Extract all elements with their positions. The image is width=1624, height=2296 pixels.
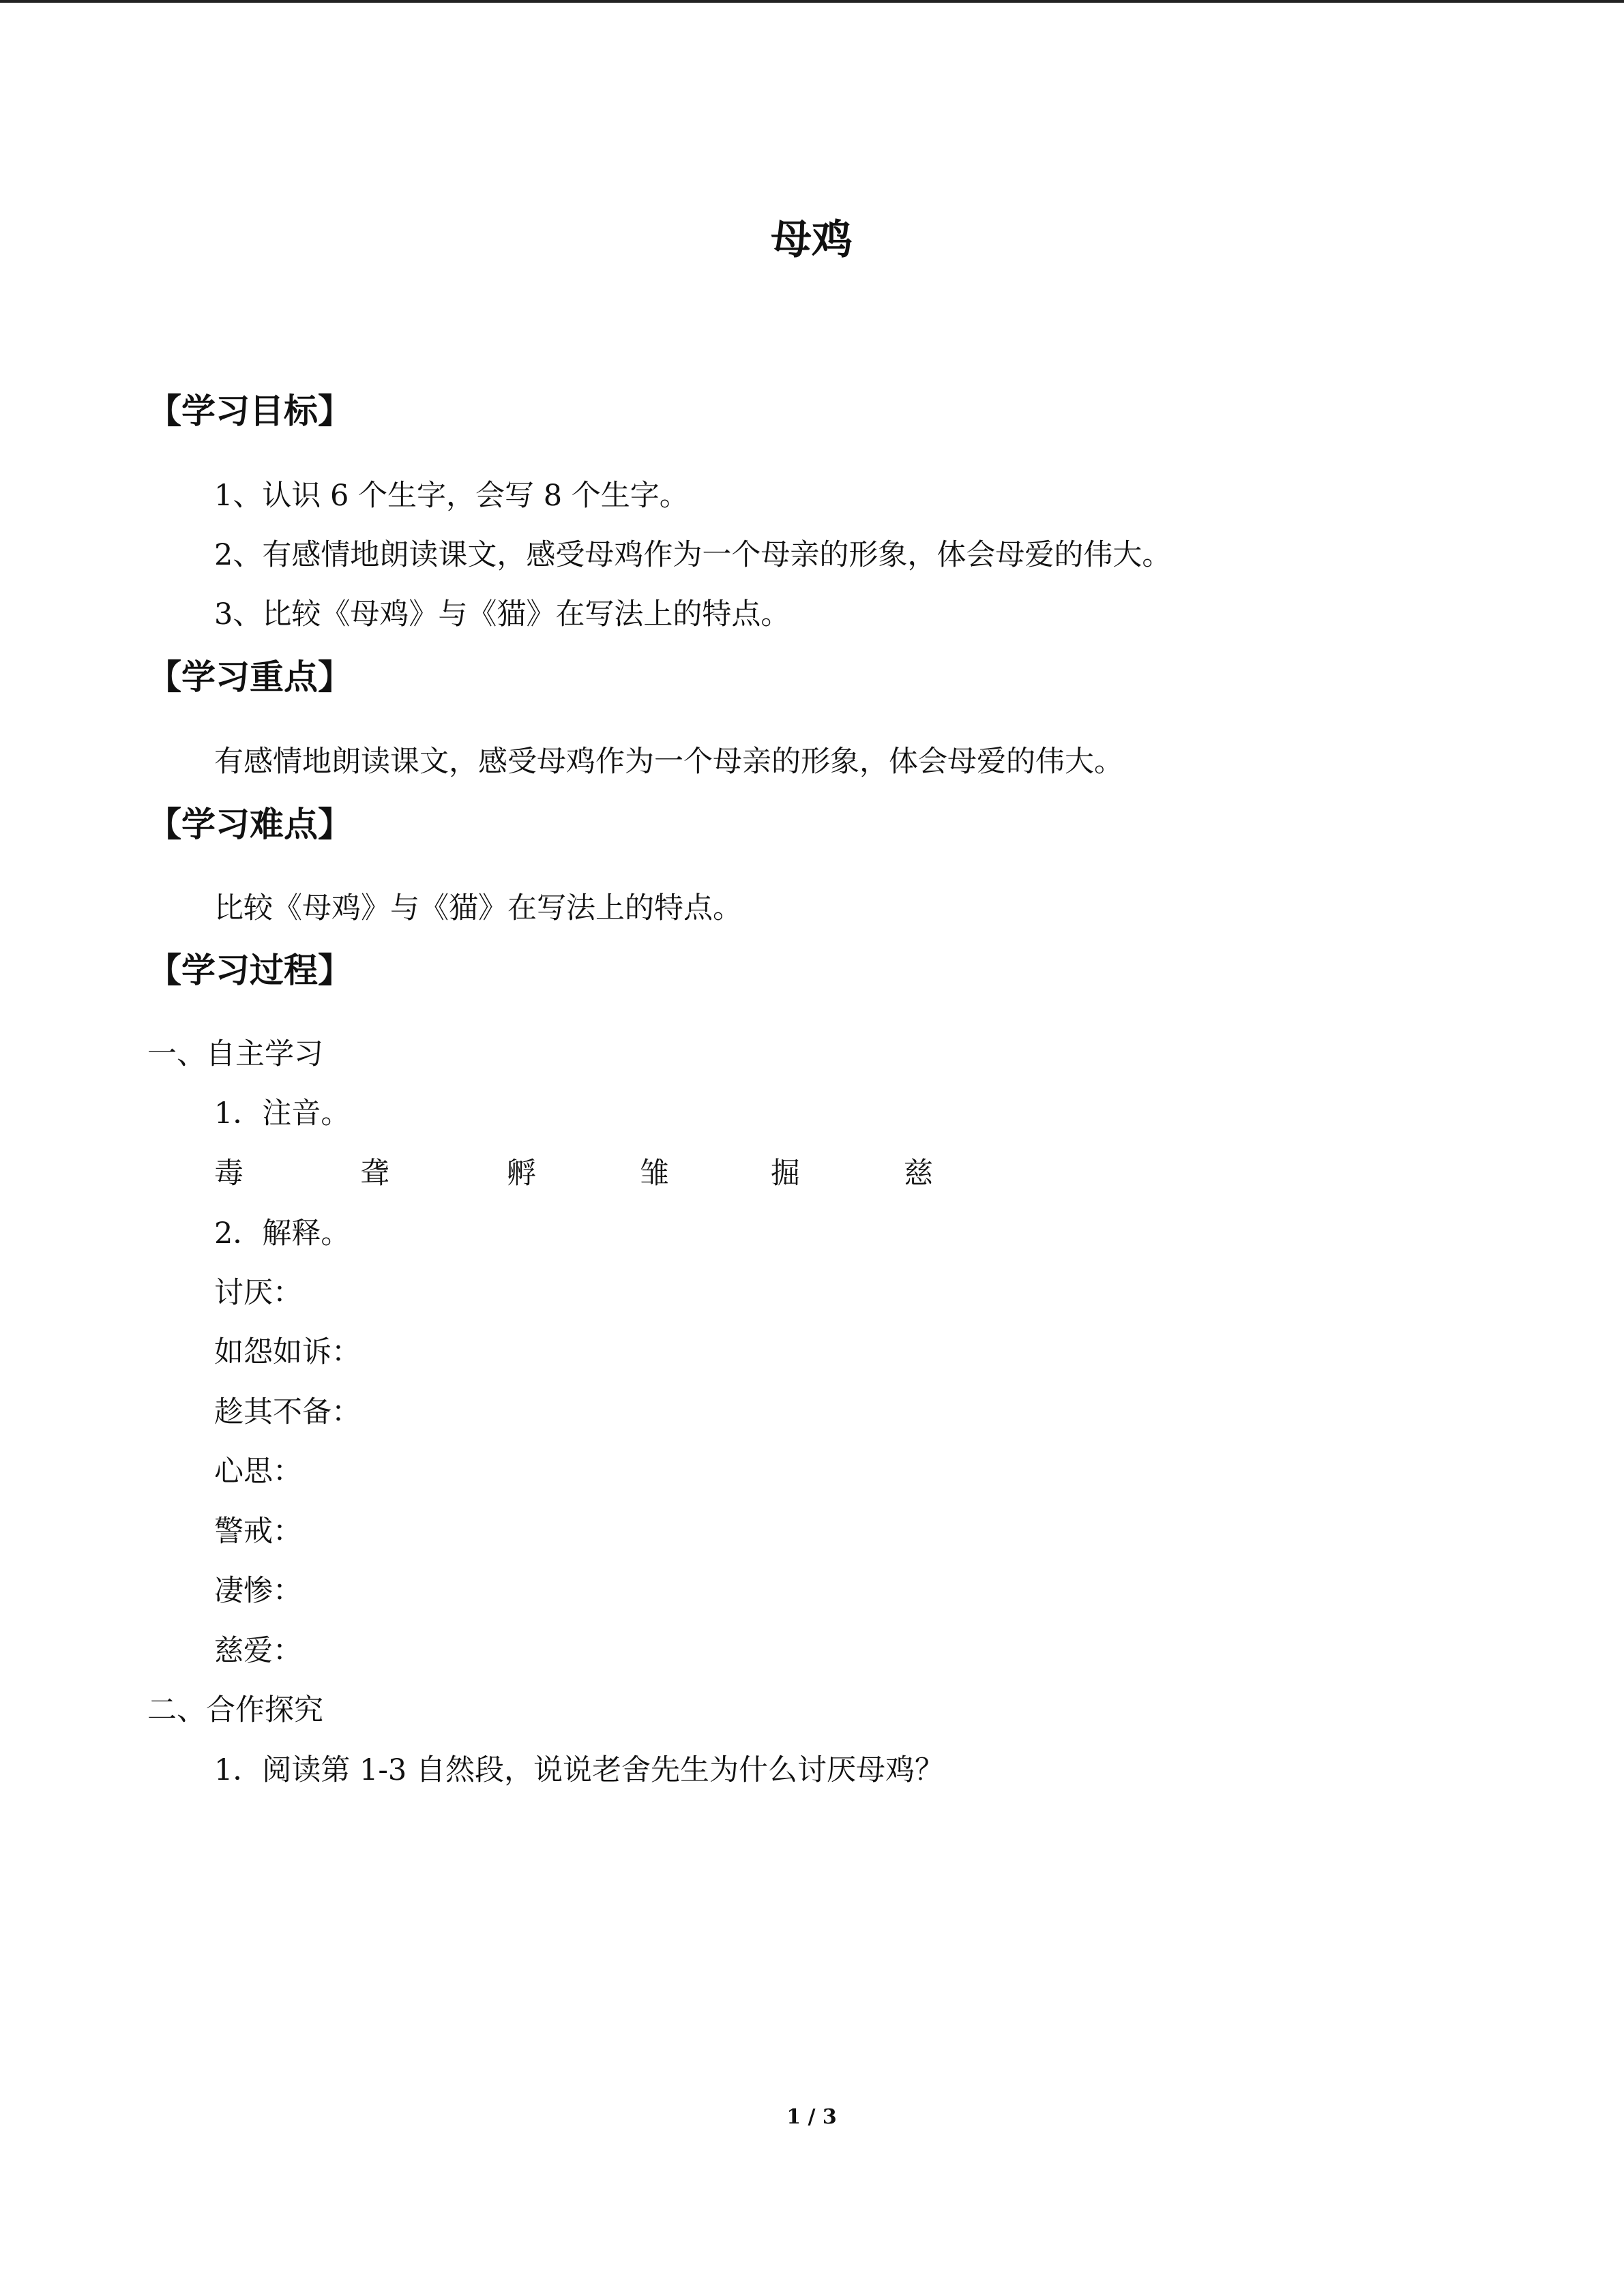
term-item: 凄惨： [214,1574,302,1608]
pinyin-char: 慈 [904,1157,933,1191]
pinyin-char-row [214,1159,964,1193]
term-item: 心思： [214,1455,302,1489]
difficulties-text: 比较《母鸡》与《猫》在写法上的特点。 [214,891,742,925]
page-number: 1 / 3 [786,2105,837,2129]
pinyin-char: 掘 [771,1157,800,1191]
process-heading: 【学习过程】 [147,951,352,990]
section1-title: 一、自主学习 [147,1037,323,1071]
goal-item-3: 3、比较《母鸡》与《猫》在写法上的特点。 [214,597,791,631]
term-item: 如怨如诉： [214,1335,361,1369]
pinyin-char: 毒 [214,1157,243,1191]
term-item: 警戒： [214,1515,302,1549]
term-item: 慈爱： [214,1634,302,1668]
key-points-heading: 【学习重点】 [147,657,352,697]
term-item: 讨厌： [214,1276,302,1310]
pinyin-char: 聋 [360,1157,389,1191]
section2-title: 二、合作探究 [147,1693,323,1727]
goal-item-2: 2、有感情地朗读课文，感受母鸡作为一个母亲的形象，体会母爱的伟大。 [214,538,1172,572]
difficulties-heading: 【学习难点】 [147,805,352,844]
top-border-rule [0,0,1624,3]
goals-heading: 【学习目标】 [147,391,352,431]
term-item: 趁其不备： [214,1395,361,1429]
explain-question: 2．解释。 [214,1217,351,1251]
document-title: 母鸡 [771,216,853,264]
pinyin-char: 孵 [507,1157,536,1191]
pinyin-char: 雏 [640,1157,669,1191]
pinyin-question: 1．注音。 [214,1097,351,1131]
goal-item-1: 1、认识 6 个生字，会写 8 个生字。 [214,479,689,513]
key-points-text: 有感情地朗读课文，感受母鸡作为一个母亲的形象，体会母爱的伟大。 [214,745,1123,779]
section2-question-1: 1．阅读第 1-3 自然段，说说老舍先生为什么讨厌母鸡？ [214,1753,944,1787]
